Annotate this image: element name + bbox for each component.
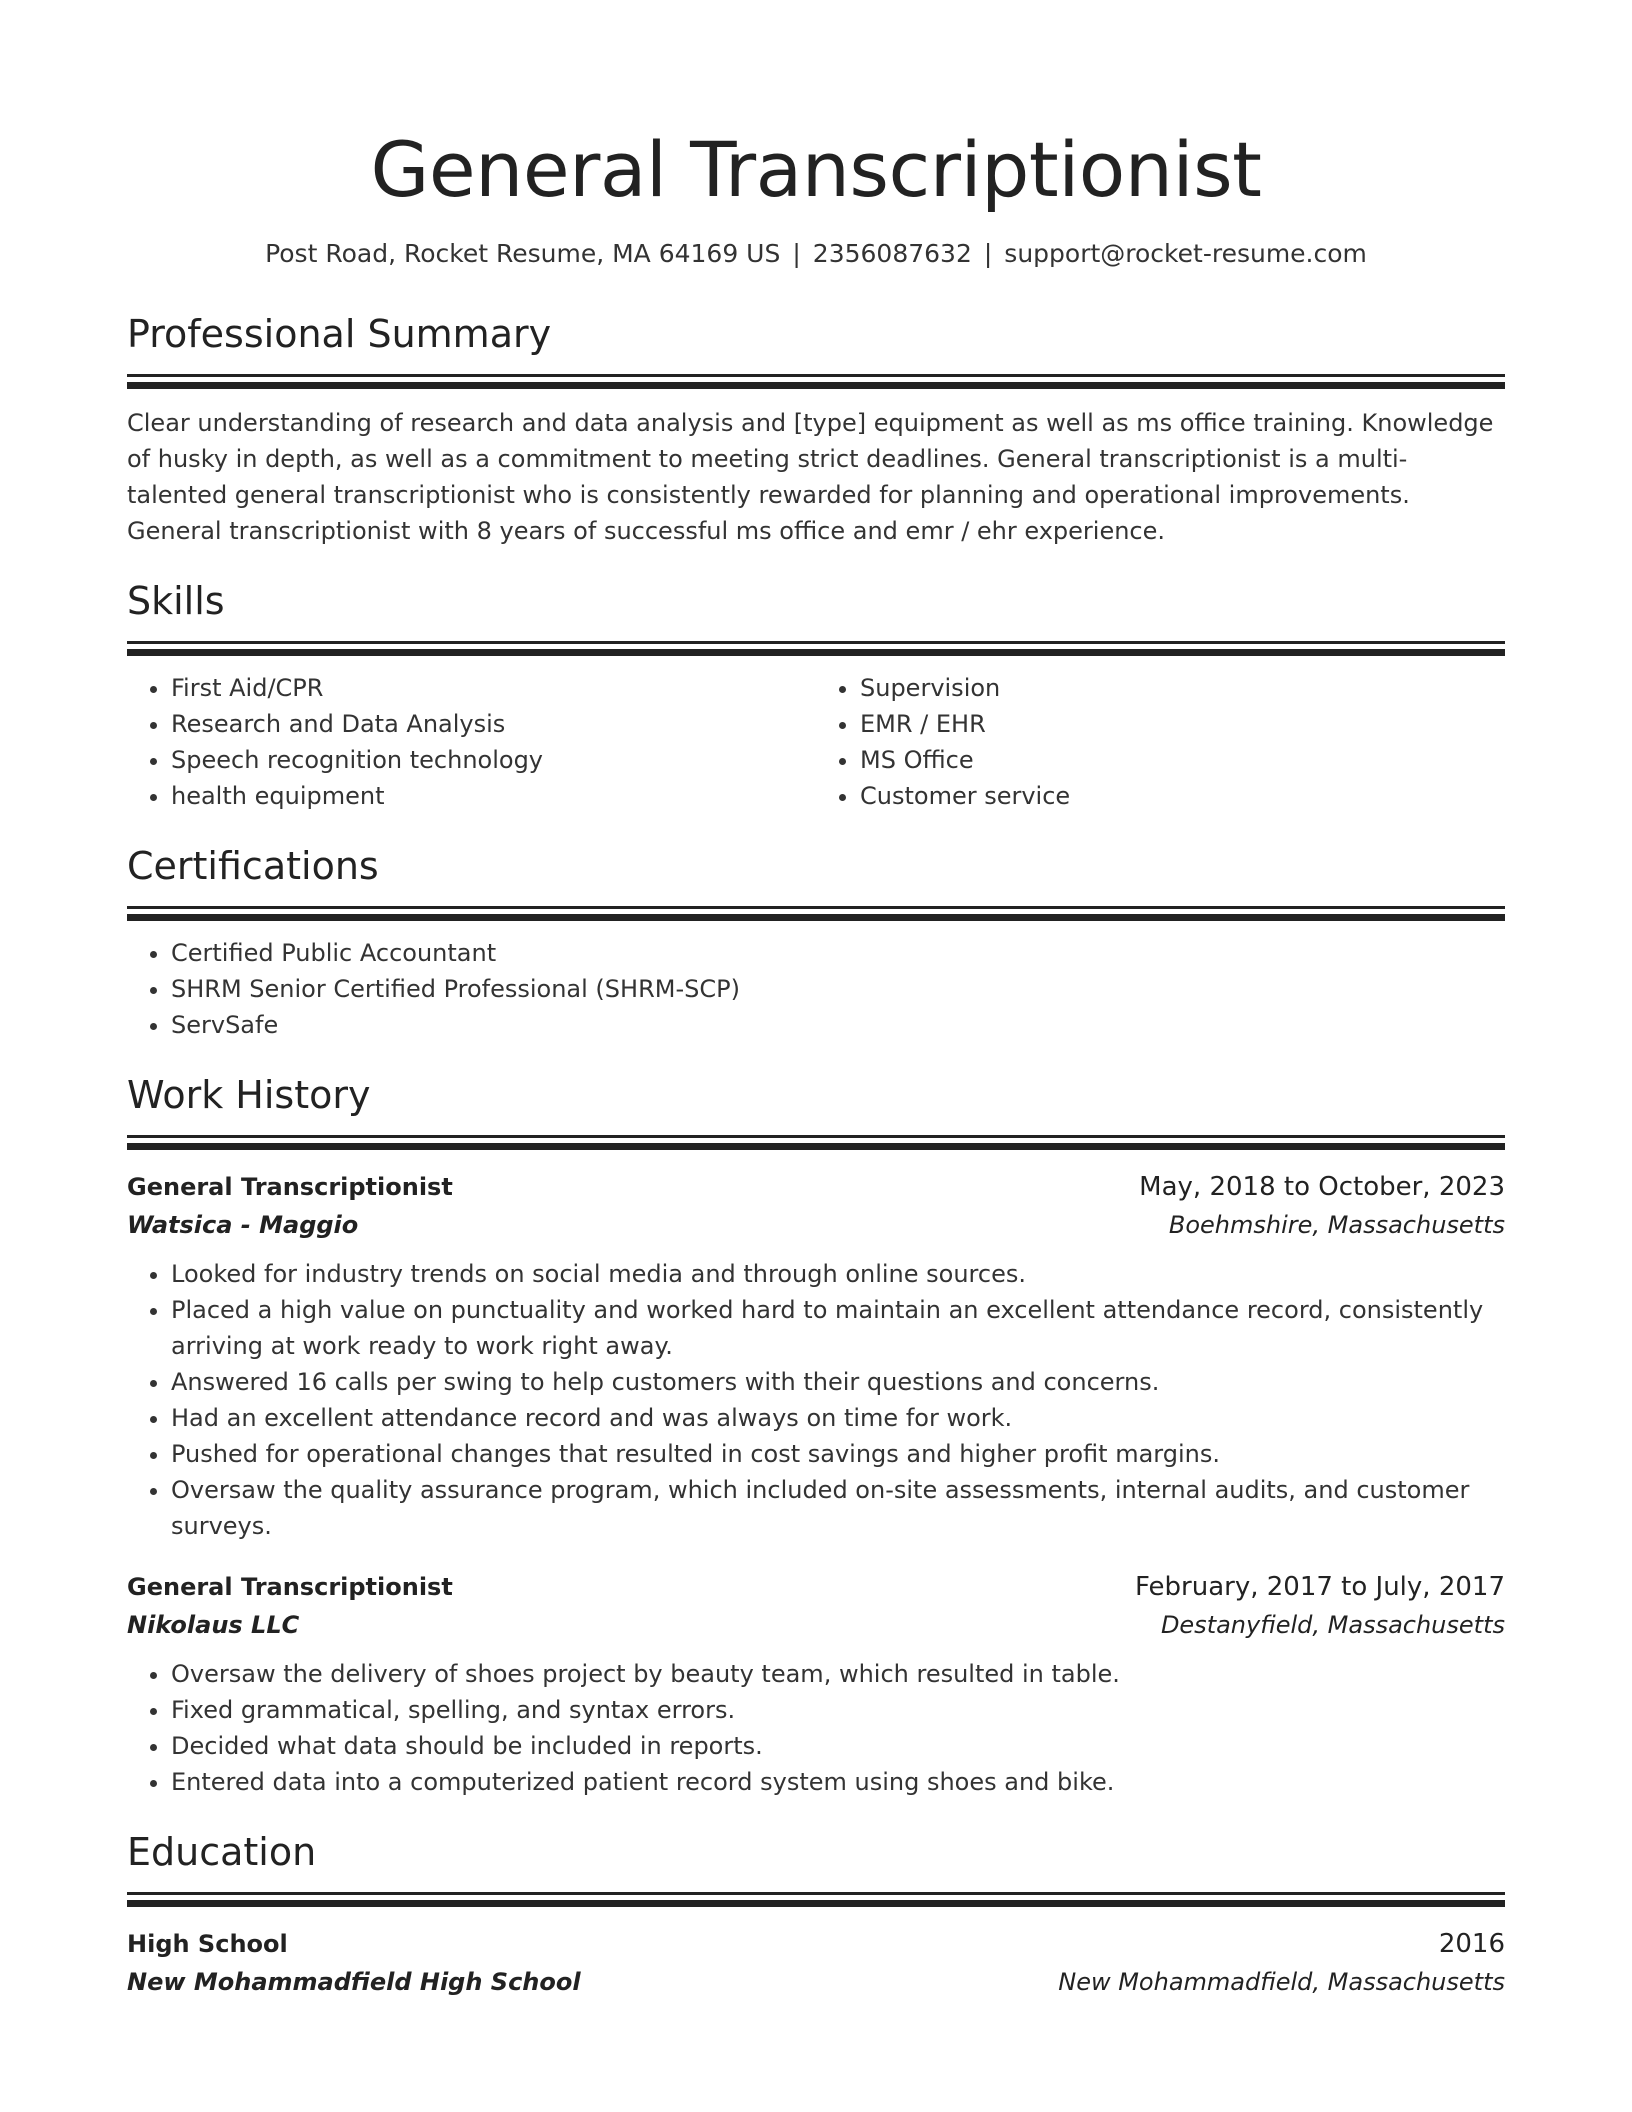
job-dates: May, 2018 to October, 2023 bbox=[1139, 1172, 1505, 1202]
certification-item: • ServSafe bbox=[171, 1007, 1505, 1043]
job-dates: February, 2017 to July, 2017 bbox=[1135, 1572, 1505, 1602]
contact-separator: | bbox=[983, 239, 993, 268]
skill-item: • Customer service bbox=[860, 778, 1505, 814]
job-entry bbox=[127, 1168, 1505, 1544]
skill-item: • EMR / EHR bbox=[860, 706, 1505, 742]
education-degree: High School bbox=[127, 1930, 288, 1958]
job-location: Boehmshire, Massachusetts bbox=[1168, 1211, 1505, 1239]
education-location: New Mohammadfield, Massachusetts bbox=[1058, 1968, 1505, 1996]
section-divider-thick bbox=[127, 382, 1505, 389]
job-duty: • Oversaw the delivery of shoes project by beauty team, which resulted in table. bbox=[171, 1656, 1505, 1692]
education-year: 2016 bbox=[1438, 1929, 1505, 1959]
skill-item: • health equipment bbox=[171, 778, 816, 814]
section-divider bbox=[127, 1892, 1505, 1895]
work-history-heading: Work History bbox=[127, 1073, 371, 1117]
education-heading: Education bbox=[127, 1830, 317, 1874]
job-duty: • Entered data into a computerized patient record system using shoes and bike. bbox=[171, 1764, 1505, 1800]
section-divider bbox=[127, 374, 1505, 377]
job-company: Nikolaus LLC bbox=[127, 1611, 300, 1639]
job-subheader bbox=[127, 1606, 1505, 1644]
section-divider-thick bbox=[127, 1143, 1505, 1150]
certification-item: • SHRM Senior Certified Professional (SHRM-SCP) bbox=[171, 971, 1505, 1007]
education-school: New Mohammadfield High School bbox=[127, 1968, 581, 1996]
candidate-name: General Transcriptionist bbox=[370, 125, 1262, 214]
skills-right-list bbox=[816, 670, 1505, 814]
job-duties-list bbox=[127, 1256, 1505, 1544]
section-divider bbox=[127, 906, 1505, 909]
section-divider-thick bbox=[127, 1900, 1505, 1907]
job-duty: • Placed a high value on punctuality and worked hard to maintain an excellent attendance record, consistently arriving at work ready to work right away. bbox=[171, 1292, 1505, 1364]
skills-columns bbox=[127, 670, 1505, 814]
contact-email: support@rocket-resume.com bbox=[1004, 239, 1367, 268]
job-entry bbox=[127, 1568, 1505, 1800]
job-duty: • Fixed grammatical, spelling, and syntax errors. bbox=[171, 1692, 1505, 1728]
section-divider-thick bbox=[127, 914, 1505, 921]
skill-item: • Supervision bbox=[860, 670, 1505, 706]
skill-item: • First Aid/CPR bbox=[171, 670, 816, 706]
job-duties-list bbox=[127, 1656, 1505, 1800]
job-subheader bbox=[127, 1206, 1505, 1244]
certifications-section bbox=[127, 840, 1505, 1043]
contact-line bbox=[127, 236, 1505, 272]
education-header bbox=[127, 1925, 1505, 1963]
job-title: General Transcriptionist bbox=[127, 1573, 453, 1601]
education-subheader bbox=[127, 1963, 1505, 2001]
skills-section bbox=[127, 575, 1505, 814]
work-history-section bbox=[127, 1069, 1505, 1800]
job-header bbox=[127, 1168, 1505, 1206]
job-duty: • Oversaw the quality assurance program, which included on-site assessments, internal audits, and customer surveys. bbox=[171, 1472, 1505, 1544]
section-divider bbox=[127, 641, 1505, 644]
section-divider bbox=[127, 1135, 1505, 1138]
job-duty: • Pushed for operational changes that resulted in cost savings and higher profit margins. bbox=[171, 1436, 1505, 1472]
skill-item: • Research and Data Analysis bbox=[171, 706, 816, 742]
job-title: General Transcriptionist bbox=[127, 1173, 453, 1201]
contact-phone: 2356087632 bbox=[812, 239, 972, 268]
job-duty: • Answered 16 calls per swing to help customers with their questions and concerns. bbox=[171, 1364, 1505, 1400]
job-company: Watsica - Maggio bbox=[127, 1211, 359, 1239]
job-header bbox=[127, 1568, 1505, 1606]
contact-address: Post Road, Rocket Resume, MA 64169 US bbox=[265, 239, 781, 268]
certifications-list bbox=[127, 935, 1505, 1043]
contact-separator: | bbox=[792, 239, 801, 268]
section-divider-thick bbox=[127, 649, 1505, 656]
skills-left-list bbox=[127, 670, 816, 814]
skills-heading: Skills bbox=[127, 579, 225, 623]
summary-section bbox=[127, 308, 1505, 549]
job-location: Destanyfield, Massachusetts bbox=[1160, 1611, 1505, 1639]
education-section bbox=[127, 1826, 1505, 2001]
skill-item: • Speech recognition technology bbox=[171, 742, 816, 778]
certifications-heading: Certifications bbox=[127, 844, 379, 888]
certification-item: • Certified Public Accountant bbox=[171, 935, 1505, 971]
skill-item: • MS Office bbox=[860, 742, 1505, 778]
job-duty: • Decided what data should be included in reports. bbox=[171, 1728, 1505, 1764]
job-duty: • Looked for industry trends on social media and through online sources. bbox=[171, 1256, 1505, 1292]
job-duty: • Had an excellent attendance record and was always on time for work. bbox=[171, 1400, 1505, 1436]
summary-heading: Professional Summary bbox=[127, 312, 552, 356]
summary-text: Clear understanding of research and data analysis and [type] equipment as well as ms office training. Knowledge of husky in depth, as well as a commitment to meeting strict deadlines. General transcriptionist is a multi-talented general transcriptionist who is consistently rewarded for planning and operational improvements. General transcriptionist with 8 years of successful ms office and emr / ehr experience. bbox=[127, 409, 1494, 545]
